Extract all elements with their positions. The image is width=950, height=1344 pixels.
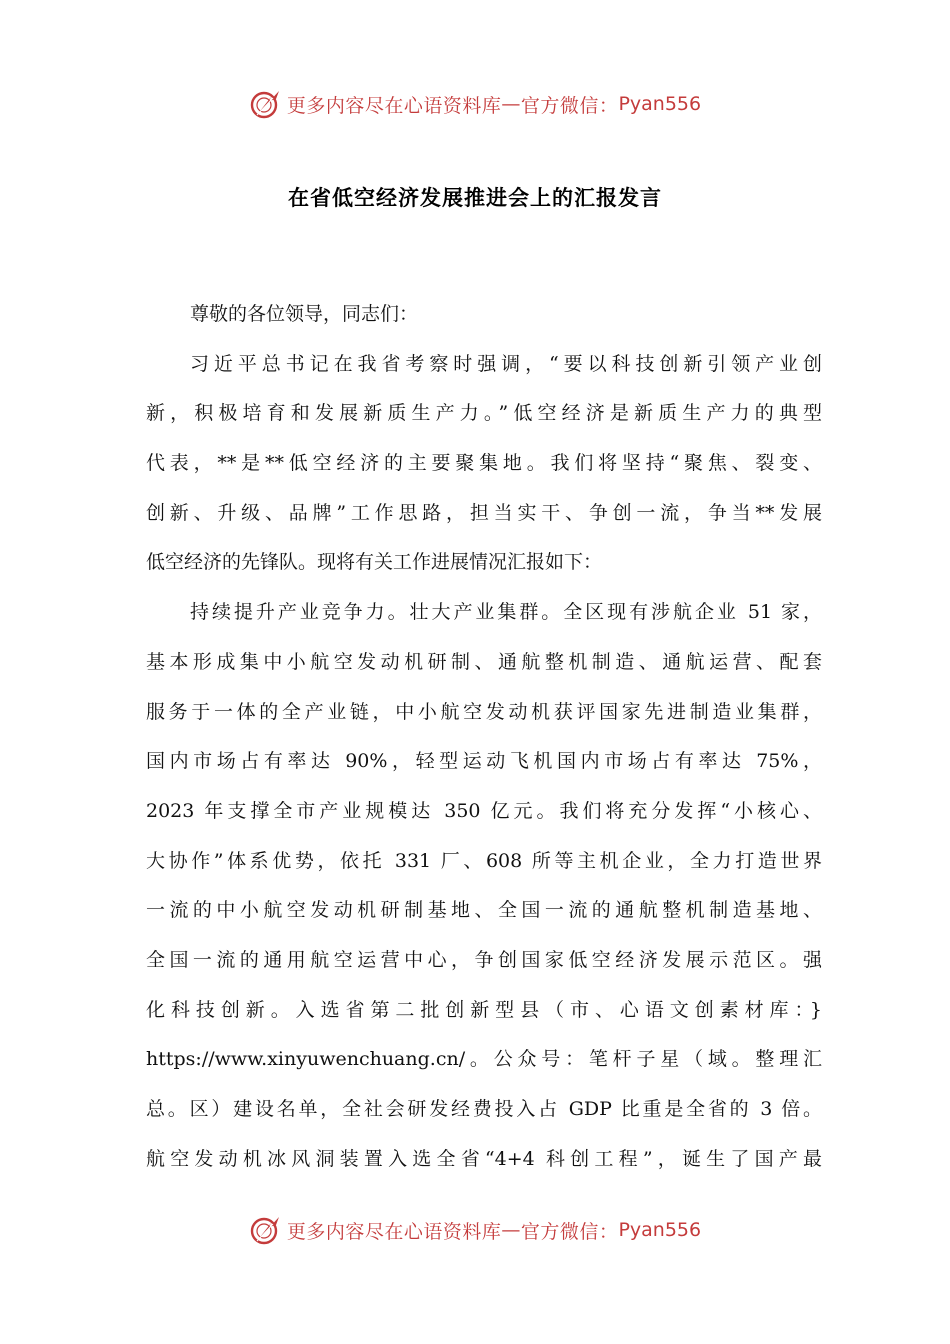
watermark-wechat-label: 官方微信： — [520, 1220, 619, 1243]
paragraph-line: 总。区）建设名单，全社会研发经费投入占 GDP 比重是全省的 3 倍。 — [146, 1098, 822, 1120]
document-body — [146, 290, 822, 1184]
watermark-banner-bottom — [0, 1210, 950, 1250]
paragraph-line: 大协作”体系优势，依托 331 厂、608 所等主机企业，全力打造世界 — [146, 849, 822, 872]
salutation-line: 尊敬的各位领导，同志们： — [190, 303, 419, 325]
paragraph-line: 创新、升级、品牌”工作思路，担当实干、争创一流，争当**发展 — [146, 501, 822, 524]
watermark-dash: — — [501, 93, 521, 115]
paragraph-line: 一流的中小航空发动机研制基地、全国一流的通航整机制造基地、 — [146, 899, 822, 922]
quill-logo-icon — [249, 87, 283, 121]
watermark-banner-top — [0, 84, 950, 124]
watermark-wechat-id: Pyan556 — [618, 93, 702, 115]
quill-logo-icon — [249, 1213, 283, 1247]
paragraph-line: 低空经济的先锋队。现将有关工作进展情况汇报如下： — [146, 551, 603, 574]
paragraph-line: 航空发动机冰风洞装置入选全省“4+4 科创工程”，诞生了国产最 — [146, 1147, 822, 1170]
watermark-dash: — — [501, 1219, 521, 1241]
paragraph-line: 服务于一体的全产业链，中小航空发动机获评国家先进制造业集群， — [146, 700, 822, 723]
paragraph-line: 新，积极培育和发展新质生产力。”低空经济是新质生产力的典型 — [146, 402, 822, 425]
watermark-wechat-label: 官方微信： — [520, 94, 619, 117]
paragraph-line: 全国一流的通用航空运营中心，争创国家低空经济发展示范区。强 — [146, 948, 822, 971]
paragraph-line: 国内市场占有率达 90%，轻型运动飞机国内市场占有率达 75%， — [146, 750, 822, 773]
watermark-site-text: 更多内容尽在心语资料库 — [286, 1220, 502, 1243]
paragraph-line: https://www.xinyuwenchuang.cn/。公众号：笔杆子星（域。整理汇 — [146, 1048, 822, 1071]
paragraph-line: 代表，**是**低空经济的主要聚集地。我们将坚持“聚焦、裂变、 — [146, 452, 822, 475]
paragraph-line: 持续提升产业竞争力。壮大产业集群。全区现有涉航企业 51 家， — [190, 601, 822, 624]
paragraph-line: 基本形成集中小航空发动机研制、通航整机制造、通航运营、配套 — [146, 650, 822, 673]
watermark-wechat-id: Pyan556 — [618, 1219, 702, 1241]
watermark-site-text: 更多内容尽在心语资料库 — [286, 94, 502, 117]
paragraph-line: 化科技创新。入选省第二批创新型县（市、心语文创素材库：} — [146, 998, 822, 1021]
paragraph-line: 2023 年支撑全市产业规模达 350 亿元。我们将充分发挥“小核心、 — [146, 799, 822, 822]
paragraph-line: 习近平总书记在我省考察时强调，“要以科技创新引领产业创 — [190, 352, 822, 375]
document-title: 在省低空经济发展推进会上的汇报发言 — [288, 186, 662, 210]
